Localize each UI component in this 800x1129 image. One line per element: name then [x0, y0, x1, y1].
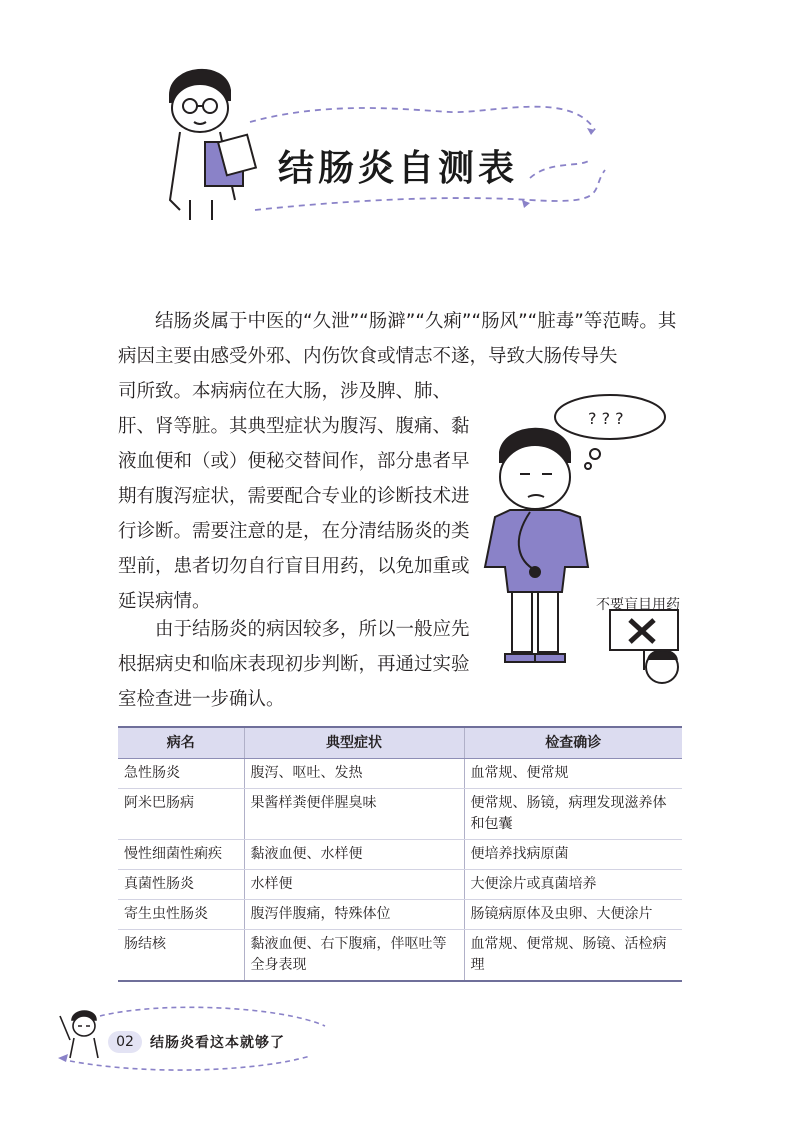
- header-typical-symptoms: 典型症状: [244, 727, 464, 759]
- cell-disease: 肠结核: [118, 930, 244, 982]
- table-row: [118, 759, 682, 789]
- worried-boy-with-stethoscope-icon: [470, 392, 690, 692]
- svg-text:? ? ?: ? ? ?: [588, 409, 624, 428]
- header-diagnosis: 检查确诊: [464, 727, 682, 759]
- cell-diagnosis: 便常规、肠镜，病理发现滋养体和包囊: [464, 789, 682, 840]
- cell-symptoms: 果酱样粪便伴腥臭味: [244, 789, 464, 840]
- page-title: 结肠炎自测表: [278, 148, 519, 189]
- cell-symptoms: 水样便: [244, 870, 464, 900]
- cell-symptoms: 腹泻伴腹痛，特殊体位: [244, 900, 464, 930]
- colitis-self-test-table: [118, 726, 682, 982]
- cell-disease: 真菌性肠炎: [118, 870, 244, 900]
- cell-symptoms: 黏液血便、水样便: [244, 840, 464, 870]
- cell-diagnosis: 大便涂片或真菌培养: [464, 870, 682, 900]
- intro-paragraph-line1: 结肠炎属于中医的“久泄”“肠澼”“久痢”“肠风”“脏毒”等范畴。其病因主要由感受外邪、内伤饮食或情志不遂，导致大肠传导失: [118, 311, 677, 367]
- intro-paragraph-rest: 司所致。本病病位在大肠，涉及脾、肺、肝、肾等脏。其典型症状为腹泻、腹痛、黏液血便和（或）便秘交替间作，部分患者早期有腹泻症状，需要配合专业的诊断技术进行诊断。需要注意的是，在分清结肠炎的类型前，患者切勿自行盲目用药，以免加重或延误病情。: [118, 381, 470, 612]
- table-row: [118, 900, 682, 930]
- cell-diagnosis: 血常规、便常规: [464, 759, 682, 789]
- page-number: 02: [108, 1031, 142, 1053]
- table-row: [118, 840, 682, 870]
- cell-disease: 阿米巴肠病: [118, 789, 244, 840]
- book-title: 结肠炎看这本就够了: [150, 1035, 285, 1051]
- doctor-waving-icon: [60, 1011, 98, 1058]
- table-row: [118, 789, 682, 840]
- cell-diagnosis: 肠镜病原体及虫卵、大便涂片: [464, 900, 682, 930]
- cell-disease: 寄生虫性肠炎: [118, 900, 244, 930]
- table-row: [118, 930, 682, 982]
- cell-disease: 急性肠炎: [118, 759, 244, 789]
- sign-caption: 不要盲目用药: [596, 597, 680, 613]
- doctor-with-clipboard-icon: [170, 70, 256, 220]
- diagnosis-paragraph: 由于结肠炎的病因较多，所以一般应先根据病史和临床表现初步判断，再通过实验室检查进一步确认。: [118, 619, 470, 710]
- header-disease-name: 病名: [118, 727, 244, 759]
- cell-diagnosis: 血常规、便常规、肠镜、活检病理: [464, 930, 682, 982]
- cell-diagnosis: 便培养找病原菌: [464, 840, 682, 870]
- cell-disease: 慢性细菌性痢疾: [118, 840, 244, 870]
- cell-symptoms: 黏液血便、右下腹痛，伴呕吐等全身表现: [244, 930, 464, 982]
- table-row: [118, 870, 682, 900]
- dashed-arrow-top: [250, 107, 595, 130]
- cell-symptoms: 腹泻、呕吐、发热: [244, 759, 464, 789]
- table-header-row: [118, 727, 682, 759]
- warning-sign-x-icon: [610, 610, 678, 683]
